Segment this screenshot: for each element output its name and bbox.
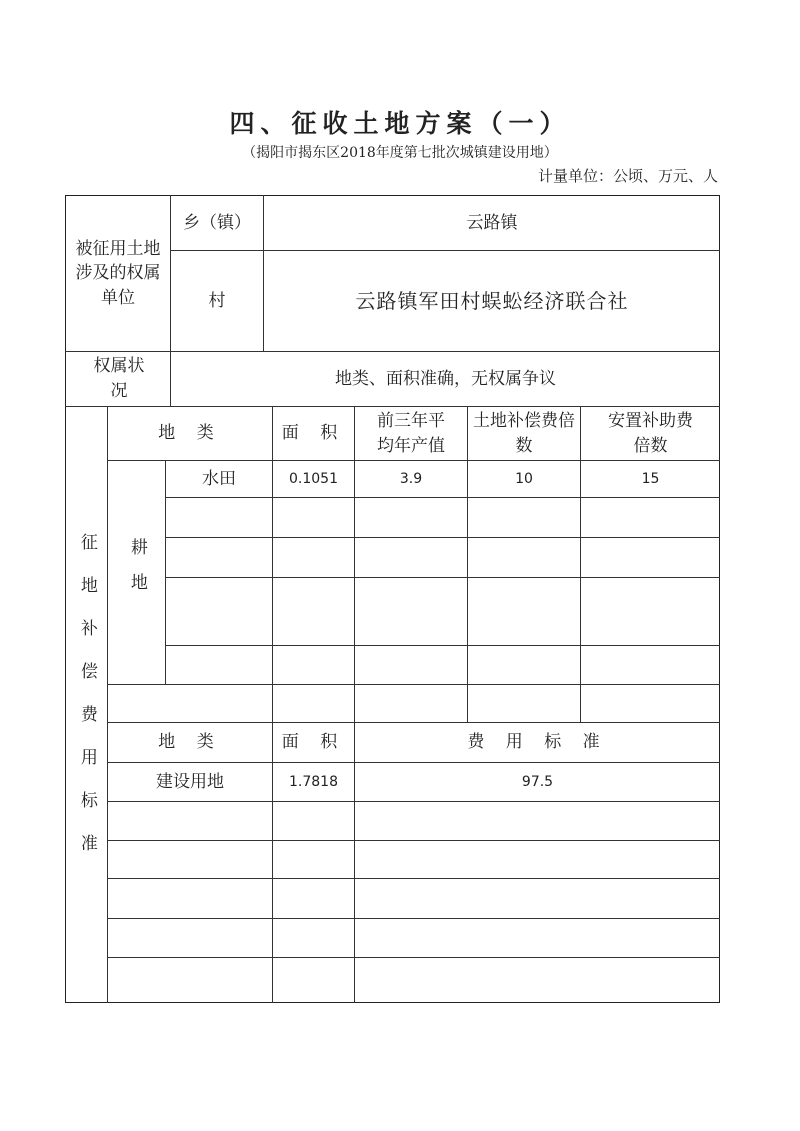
page-subtitle: （揭阳市揭东区2018年度第七批次城镇建设用地） <box>242 145 558 161</box>
header-resettle-multiple: 安置补助费倍数 <box>608 410 693 456</box>
row-land-multiple: 10 <box>515 470 533 487</box>
header-area: 面 积 <box>281 423 346 444</box>
town-label: 乡（镇） <box>183 212 251 233</box>
header2-area: 面 积 <box>281 732 346 753</box>
row2-land-type: 建设用地 <box>156 771 224 792</box>
row-divider <box>107 918 720 919</box>
row-divider <box>107 878 720 879</box>
page-title: 四、征收土地方案（一） <box>229 109 571 138</box>
ownership-status-label: 权属状况 <box>93 356 145 401</box>
header-land-type: 地 类 <box>158 423 222 444</box>
row-divider <box>165 497 720 498</box>
arable-label-cell <box>108 461 165 684</box>
row-divider <box>107 801 720 802</box>
compensation-section-label-cell <box>66 407 107 1003</box>
village-label: 村 <box>208 290 226 311</box>
header-avg-output: 前三年平均年产值 <box>377 410 445 456</box>
ownership-section-label: 被征用土地涉及的权属单位 <box>75 238 161 308</box>
ownership-status-value: 地类、面积准确，无权属争议 <box>335 368 556 389</box>
row2-area: 1.7818 <box>289 773 338 790</box>
town-value: 云路镇 <box>466 212 518 233</box>
row-resettle-multiple: 15 <box>641 470 660 487</box>
row-avg-output: 3.9 <box>399 470 423 487</box>
header2-fee-standard: 费 用 标 准 <box>467 732 608 753</box>
header2-land-type: 地 类 <box>158 732 222 753</box>
arable-label: 耕地 <box>126 537 147 608</box>
row-divider <box>107 957 720 958</box>
row-area: 0.1051 <box>289 470 338 487</box>
header-land-multiple: 土地补偿费倍数 <box>473 410 575 456</box>
row-divider <box>165 645 720 646</box>
row-divider <box>107 840 720 841</box>
row-divider <box>165 537 720 538</box>
unit-note: 计量单位：公顷、万元、人 <box>537 167 718 185</box>
compensation-section-label: 征地补偿费用标准 <box>76 533 97 877</box>
row2-fee: 97.5 <box>521 773 554 790</box>
row-land-type: 水田 <box>202 468 236 489</box>
row-divider <box>107 684 720 685</box>
row-divider <box>165 577 720 578</box>
village-value: 云路镇军田村蜈蚣经济联合社 <box>355 288 629 313</box>
